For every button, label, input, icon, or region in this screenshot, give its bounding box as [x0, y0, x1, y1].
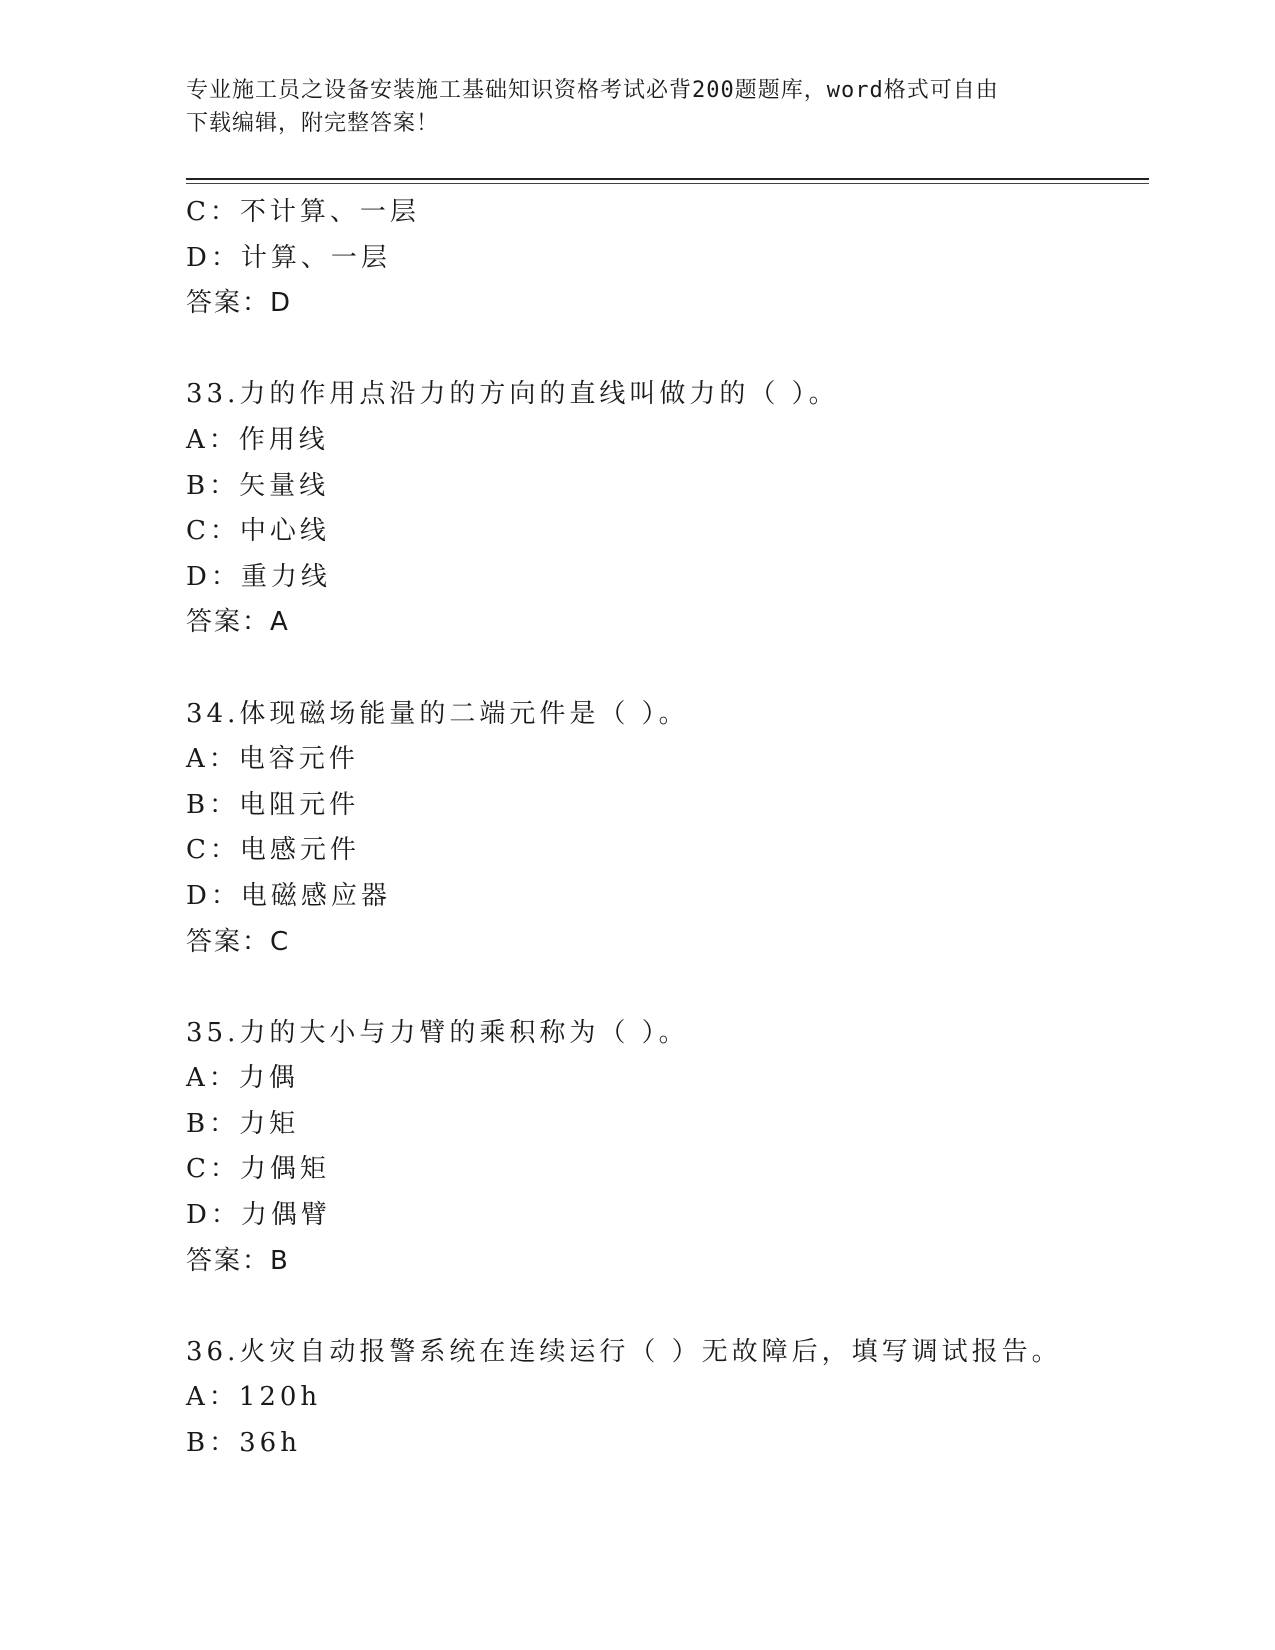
option-c: C：电感元件	[186, 835, 360, 866]
option-d: D：电磁感应器	[186, 880, 391, 911]
answer: 答案：A	[186, 607, 290, 638]
option-c: C：中心线	[186, 516, 330, 547]
option-b: B：力矩	[186, 1108, 300, 1139]
header-divider-thick	[186, 178, 1149, 180]
option-a: A：120h	[186, 1382, 322, 1413]
header-line-1: 专业施工员之设备安装施工基础知识资格考试必背200题题库，word格式可自由	[186, 78, 999, 103]
question-text: 33.力的作用点沿力的方向的直线叫做力的（ ）。	[186, 379, 839, 410]
option-b: B：矢量线	[186, 470, 330, 501]
question-text: 35.力的大小与力臂的乘积称为（ ）。	[186, 1017, 689, 1048]
question-35	[186, 1011, 1149, 1285]
question-text: 36.火灾自动报警系统在连续运行（ ）无故障后，填写调试报告。	[186, 1336, 1062, 1367]
partial-question	[186, 190, 1149, 327]
option-c: C：力偶矩	[186, 1154, 330, 1185]
option-d: D：计算、一层	[186, 242, 391, 273]
option-c: C：不计算、一层	[186, 197, 420, 227]
option-a: A：作用线	[186, 424, 329, 455]
option-a: A：力偶	[186, 1063, 299, 1094]
answer: 答案：D	[186, 288, 293, 319]
document-header	[186, 74, 1086, 140]
answer: 答案：B	[186, 1245, 290, 1276]
option-b: B：36h	[186, 1428, 301, 1459]
question-text: 34.体现磁场能量的二端元件是（ ）。	[186, 698, 689, 729]
question-33	[186, 372, 1149, 646]
header-divider-thin	[186, 183, 1149, 184]
question-34	[186, 692, 1149, 966]
header-line-2: 下载编辑，附完整答案！	[186, 111, 440, 136]
question-list	[186, 190, 1149, 1467]
option-d: D：重力线	[186, 561, 331, 592]
option-a: A：电容元件	[186, 744, 359, 775]
option-b: B：电阻元件	[186, 789, 360, 820]
answer: 答案：C	[186, 926, 291, 957]
question-36	[186, 1330, 1149, 1467]
option-d: D：力偶臂	[186, 1200, 331, 1231]
